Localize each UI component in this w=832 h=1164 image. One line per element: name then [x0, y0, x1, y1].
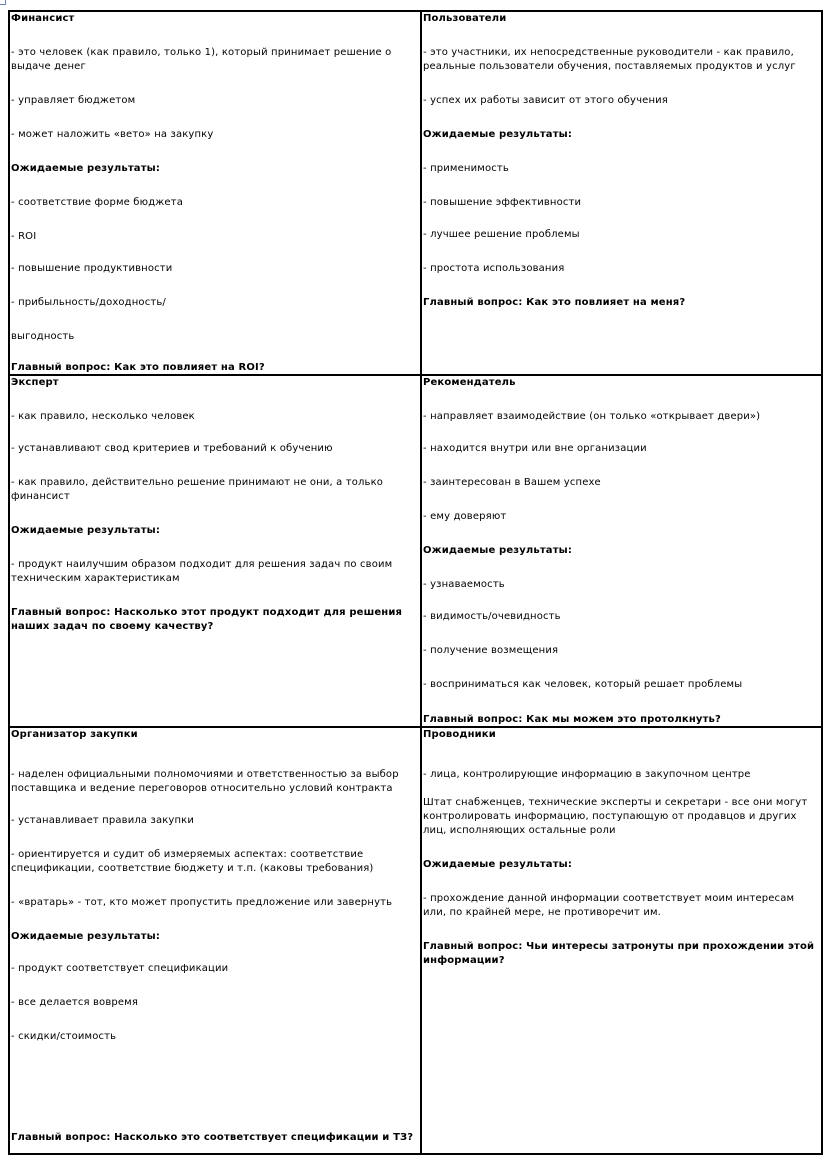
section-heading: Ожидаемые результаты:	[11, 163, 160, 174]
cell-title: Рекомендатель	[423, 377, 516, 388]
cell-item: - скидки/стоимость	[11, 1031, 117, 1042]
cell-item: - ему доверяют	[423, 511, 507, 522]
main-question: Главный вопрос: Как это повлияет на меня?	[423, 297, 686, 308]
cell-item: выгодность	[11, 331, 75, 342]
cell-item: - восприниматься как человек, который решает проблемы	[423, 679, 743, 690]
cell-item: - применимость	[423, 163, 509, 174]
section-heading: Ожидаемые результаты:	[11, 525, 160, 536]
cell-item: - это участники, их непосредственные руководители - как правило, реальные пользователи обучения, поставляемых продуктов и услуг	[423, 47, 796, 72]
cell-item: - продукт наилучшим образом подходит для решения задач по своим техническим характеристикам	[11, 559, 393, 584]
cell-item: Штат снабженцев, технические эксперты и секретари - все они могут контролировать информацию, поступающую от продавцов и других лиц, исполняющих остальные роли	[423, 797, 808, 836]
cell-item: - повышение продуктивности	[11, 263, 173, 274]
cell-item: - прибыльность/доходность/	[11, 297, 166, 308]
cell-title: Проводники	[423, 729, 496, 740]
section-heading: Ожидаемые результаты:	[423, 129, 572, 140]
cell-item: - повышение эффективности	[423, 197, 582, 208]
cell-item: - лучшее решение проблемы	[423, 229, 580, 240]
cell-item: - направляет взаимодействие (он только «открывает двери»)	[423, 411, 761, 422]
main-question: Главный вопрос: Насколько это соответствует спецификации и ТЗ?	[11, 1132, 414, 1143]
roles-table	[8, 10, 823, 1155]
cell-item: - находится внутри или вне организации	[423, 443, 647, 454]
cell-item: - соответствие форме бюджета	[11, 197, 183, 208]
main-question: Главный вопрос: Как мы можем это протолкнуть?	[423, 714, 721, 725]
cell-item: - может наложить «вето» на закупку	[11, 129, 214, 140]
cell-item: - лица, контролирующие информацию в закупочном центре	[423, 769, 751, 780]
cell-item: - «вратарь» - тот, кто может пропустить предложение или завернуть	[11, 897, 393, 908]
main-question: Главный вопрос: Насколько этот продукт подходит для решения наших задач по своему качеству?	[11, 607, 403, 632]
cell-title: Пользователи	[423, 13, 507, 24]
cell-item: - это человек (как правило, только 1), который принимает решение о выдаче денег	[11, 47, 392, 72]
cell-item: - узнаваемость	[423, 579, 505, 590]
cell-title: Эксперт	[11, 377, 59, 388]
cell-item: - заинтересован в Вашем успехе	[423, 477, 601, 488]
cell-financier	[10, 12, 422, 376]
cell-item: - все делается вовремя	[11, 997, 139, 1008]
cell-users	[422, 12, 821, 376]
cell-recommender	[422, 376, 821, 728]
cell-item: - ориентируется и судит об измеряемых аспектах: соответствие спецификации, соответствие бюджету и т.п. (каковы требования)	[11, 849, 374, 874]
main-question: Главный вопрос: Чьи интересы затронуты при прохождении этой информации?	[423, 941, 815, 966]
cell-item: - получение возмещения	[423, 645, 559, 656]
cell-item: - устанавливает правила закупки	[11, 815, 195, 826]
cell-item: - как правило, несколько человек	[11, 411, 195, 422]
cell-item: - как правило, действительно решение принимают не они, а только финансист	[11, 477, 384, 502]
cell-item: - прохождение данной информации соответствует моим интересам или, по крайней мере, не противоречит им.	[423, 893, 795, 918]
cell-title: Финансист	[11, 13, 75, 24]
section-heading: Ожидаемые результаты:	[423, 545, 572, 556]
cell-item: - управляет бюджетом	[11, 95, 136, 106]
cell-item: - видимость/очевидность	[423, 611, 561, 622]
cell-title: Организатор закупки	[11, 729, 138, 740]
cell-expert	[10, 376, 422, 728]
corner-mark	[0, 0, 6, 5]
cell-item: - продукт соответствует спецификации	[11, 963, 229, 974]
main-question: Главный вопрос: Как это повлияет на ROI?	[11, 362, 265, 373]
cell-item: - ROI	[11, 231, 37, 242]
section-heading: Ожидаемые результаты:	[423, 859, 572, 870]
cell-item: - успех их работы зависит от этого обучения	[423, 95, 668, 106]
cell-item: - устанавливают свод критериев и требований к обучению	[11, 443, 333, 454]
cell-item: - наделен официальными полномочиями и ответственностью за выбор поставщика и ведение переговоров относительно условий контракта	[11, 769, 399, 794]
section-heading: Ожидаемые результаты:	[11, 931, 160, 942]
cell-procurement-organizer	[10, 728, 422, 1153]
cell-item: - простота использования	[423, 263, 565, 274]
cell-gatekeepers	[422, 728, 821, 1153]
